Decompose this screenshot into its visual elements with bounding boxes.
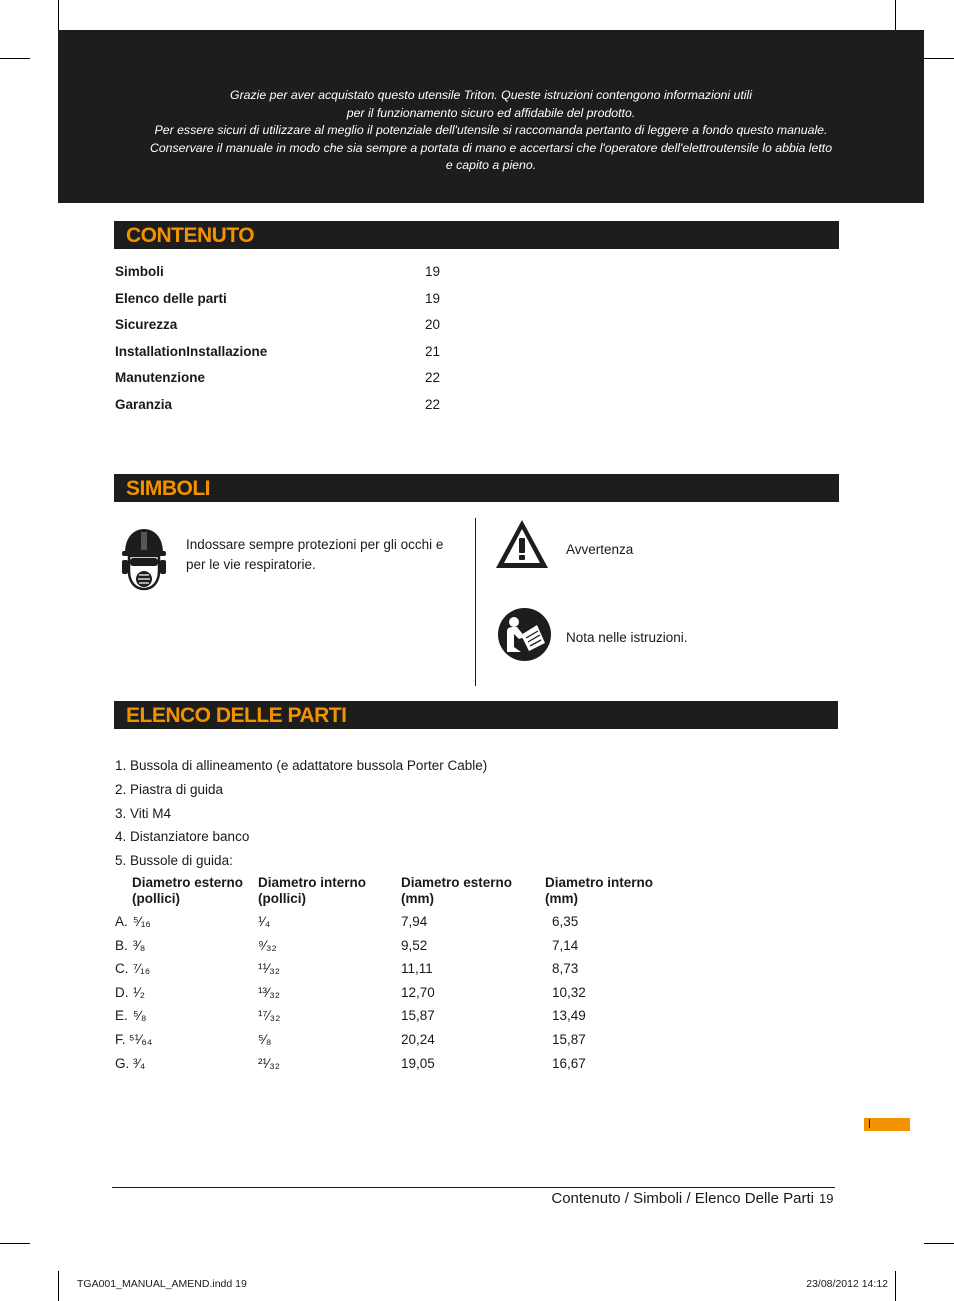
row-letter: E. xyxy=(115,1008,128,1023)
column-header-line: Diametro interno xyxy=(545,875,654,890)
crop-mark xyxy=(58,1271,59,1301)
list-item: 1. Bussola di allineamento (e adattatore bussola Porter Cable) xyxy=(115,758,488,773)
inner-diameter-inch: ²¹⁄₃₂ xyxy=(258,1056,280,1071)
outer-diameter-inch: ⁵⁄₁₆ xyxy=(133,914,151,929)
crop-mark xyxy=(924,58,954,59)
contents-item-page: 21 xyxy=(425,343,441,359)
contents-item-label: Elenco delle parti xyxy=(115,290,227,306)
intro-line: e capito a pieno. xyxy=(445,158,537,172)
outer-diameter-inch: ⁵⁄₈ xyxy=(133,1008,147,1023)
footer-title: Contenuto / Simboli / Elenco Delle Parti xyxy=(551,1190,814,1207)
row-letter: C. xyxy=(115,961,129,976)
outer-diameter-mm: 20,24 xyxy=(401,1032,435,1047)
outer-diameter-mm: 7,94 xyxy=(401,914,428,929)
list-item: 2. Piastra di guida xyxy=(115,781,224,797)
outer-diameter-mm: 15,87 xyxy=(401,1008,435,1023)
list-item: 5. Bussole di guida: xyxy=(115,853,233,869)
inner-diameter-inch: ¹⁷⁄₃₂ xyxy=(258,1008,281,1023)
intro-line: Per essere sicuri di utilizzare al meglio il potenziale dell'utensile si raccomanda pertanto di leggere a fondo questo manuale. xyxy=(154,123,828,137)
list-item: 4. Distanziatore banco xyxy=(115,829,250,845)
inner-diameter-inch: ¹¹⁄₃₂ xyxy=(258,961,280,976)
inner-diameter-mm: 6,35 xyxy=(552,914,579,929)
crop-mark xyxy=(895,0,896,30)
parts-list xyxy=(115,756,487,875)
column-header-line: (pollici) xyxy=(132,891,180,906)
column-header xyxy=(258,875,366,907)
language-tab-label xyxy=(869,1119,870,1128)
row-letter: A. xyxy=(115,914,128,929)
contents-item-page: 20 xyxy=(425,317,441,333)
table-row xyxy=(115,1032,735,1055)
column-header-line: (mm) xyxy=(401,891,434,906)
inner-diameter-mm: 7,14 xyxy=(552,937,579,953)
contents-title: CONTENUTO xyxy=(126,224,255,247)
parts-header xyxy=(114,701,838,729)
symbol-text: Indossare sempre protezioni per gli occhi e per le vie respiratorie. xyxy=(186,537,444,572)
table-row xyxy=(115,961,735,984)
table-row xyxy=(115,1056,735,1079)
contents-item-page: 19 xyxy=(425,290,441,306)
contents-item-page: 22 xyxy=(425,370,441,386)
contents-list xyxy=(115,264,515,424)
table-row xyxy=(115,985,735,1008)
outer-diameter-inch: ⁷⁄₁₆ xyxy=(133,961,151,976)
column-header-line: (pollici) xyxy=(258,891,306,906)
contents-item xyxy=(115,291,515,318)
crop-mark xyxy=(0,58,30,59)
outer-diameter-inch: ³⁄₄ xyxy=(133,1056,146,1071)
contents-item xyxy=(115,344,515,371)
contents-item-label: Simboli xyxy=(115,264,164,279)
outer-diameter-inch: ⁵¹⁄₆₄ xyxy=(129,1032,153,1047)
symbols-title: SIMBOLI xyxy=(126,477,210,500)
outer-diameter-mm: 12,70 xyxy=(401,985,435,1000)
inner-diameter-mm: 8,73 xyxy=(552,961,579,976)
contents-item xyxy=(115,264,515,291)
intro-line: per il funzionamento sicuro ed affidabile del prodotto. xyxy=(346,105,636,120)
crop-mark xyxy=(924,1243,954,1244)
row-letter: B. xyxy=(115,937,128,953)
print-slug-date: 23/08/2012 14:12 xyxy=(806,1278,888,1290)
language-tab xyxy=(864,1118,910,1131)
column-header-line: Diametro esterno xyxy=(401,875,513,890)
warning-icon xyxy=(494,518,550,570)
outer-diameter-mm: 19,05 xyxy=(401,1056,435,1071)
contents-item-label: InstallationInstallazione xyxy=(115,343,268,359)
row-letter: F. xyxy=(115,1032,126,1047)
intro-text xyxy=(98,87,884,175)
outer-diameter-inch: ³⁄₈ xyxy=(133,937,146,953)
table-row xyxy=(115,1008,735,1031)
column-header-line: Diametro interno xyxy=(258,875,367,890)
outer-diameter-mm: 9,52 xyxy=(401,937,428,953)
column-header-line: (mm) xyxy=(545,891,578,906)
row-letter: G. xyxy=(115,1056,130,1071)
symbols-header xyxy=(114,474,839,502)
page-number: 19 xyxy=(819,1191,834,1206)
column-header xyxy=(132,875,243,907)
inner-diameter-mm: 16,67 xyxy=(552,1056,586,1071)
read-manual-icon xyxy=(497,607,552,662)
contents-item xyxy=(115,397,515,424)
contents-header xyxy=(114,221,839,249)
list-item: 3. Viti M4 xyxy=(115,805,172,821)
contents-item xyxy=(115,370,515,397)
contents-item-page: 22 xyxy=(425,396,441,412)
contents-item-page: 19 xyxy=(425,264,441,279)
protective-gear-icon xyxy=(119,527,169,591)
outer-diameter-mm: 11,11 xyxy=(401,961,433,976)
outer-diameter-inch: ¹⁄₂ xyxy=(133,985,145,1000)
crop-mark xyxy=(58,0,59,30)
contents-item-label: Sicurezza xyxy=(115,317,178,333)
inner-diameter-inch: ⁵⁄₈ xyxy=(258,1032,272,1047)
contents-item-label: Manutenzione xyxy=(115,370,205,386)
row-letter: D. xyxy=(115,985,129,1000)
inner-diameter-inch: ¹³⁄₃₂ xyxy=(258,985,280,1000)
crop-mark xyxy=(0,1243,30,1244)
column-header xyxy=(545,875,653,907)
intro-line: Conservare il manuale in modo che sia sempre a portata di mano e accertarsi che l'operatore dell'elettroutensile lo abbia letto xyxy=(149,140,833,155)
inner-diameter-inch: ⁹⁄₃₂ xyxy=(258,937,277,953)
contents-item-label: Garanzia xyxy=(115,396,173,412)
crop-mark xyxy=(895,1271,896,1301)
intro-band xyxy=(58,30,924,203)
intro-line: Grazie per aver acquistato questo utensile Triton. Queste istruzioni contengono informazioni utili xyxy=(230,88,752,102)
symbol-text: Avvertenza xyxy=(566,542,634,557)
parts-title: ELENCO DELLE PARTI xyxy=(126,704,347,727)
footer-rule xyxy=(112,1187,835,1188)
inner-diameter-mm: 10,32 xyxy=(552,985,586,1000)
inner-diameter-mm: 15,87 xyxy=(552,1032,586,1047)
table-row xyxy=(115,914,735,937)
symbols-divider xyxy=(475,518,476,686)
column-header-line: Diametro esterno xyxy=(132,875,244,890)
column-header xyxy=(401,875,512,907)
contents-item xyxy=(115,317,515,344)
inner-diameter-inch: ¹⁄₄ xyxy=(258,914,271,929)
inner-diameter-mm: 13,49 xyxy=(552,1008,586,1023)
symbol-text: Nota nelle istruzioni. xyxy=(566,630,688,645)
table-row xyxy=(115,938,735,961)
print-slug-file: TGA001_MANUAL_AMEND.indd 19 xyxy=(77,1278,247,1290)
